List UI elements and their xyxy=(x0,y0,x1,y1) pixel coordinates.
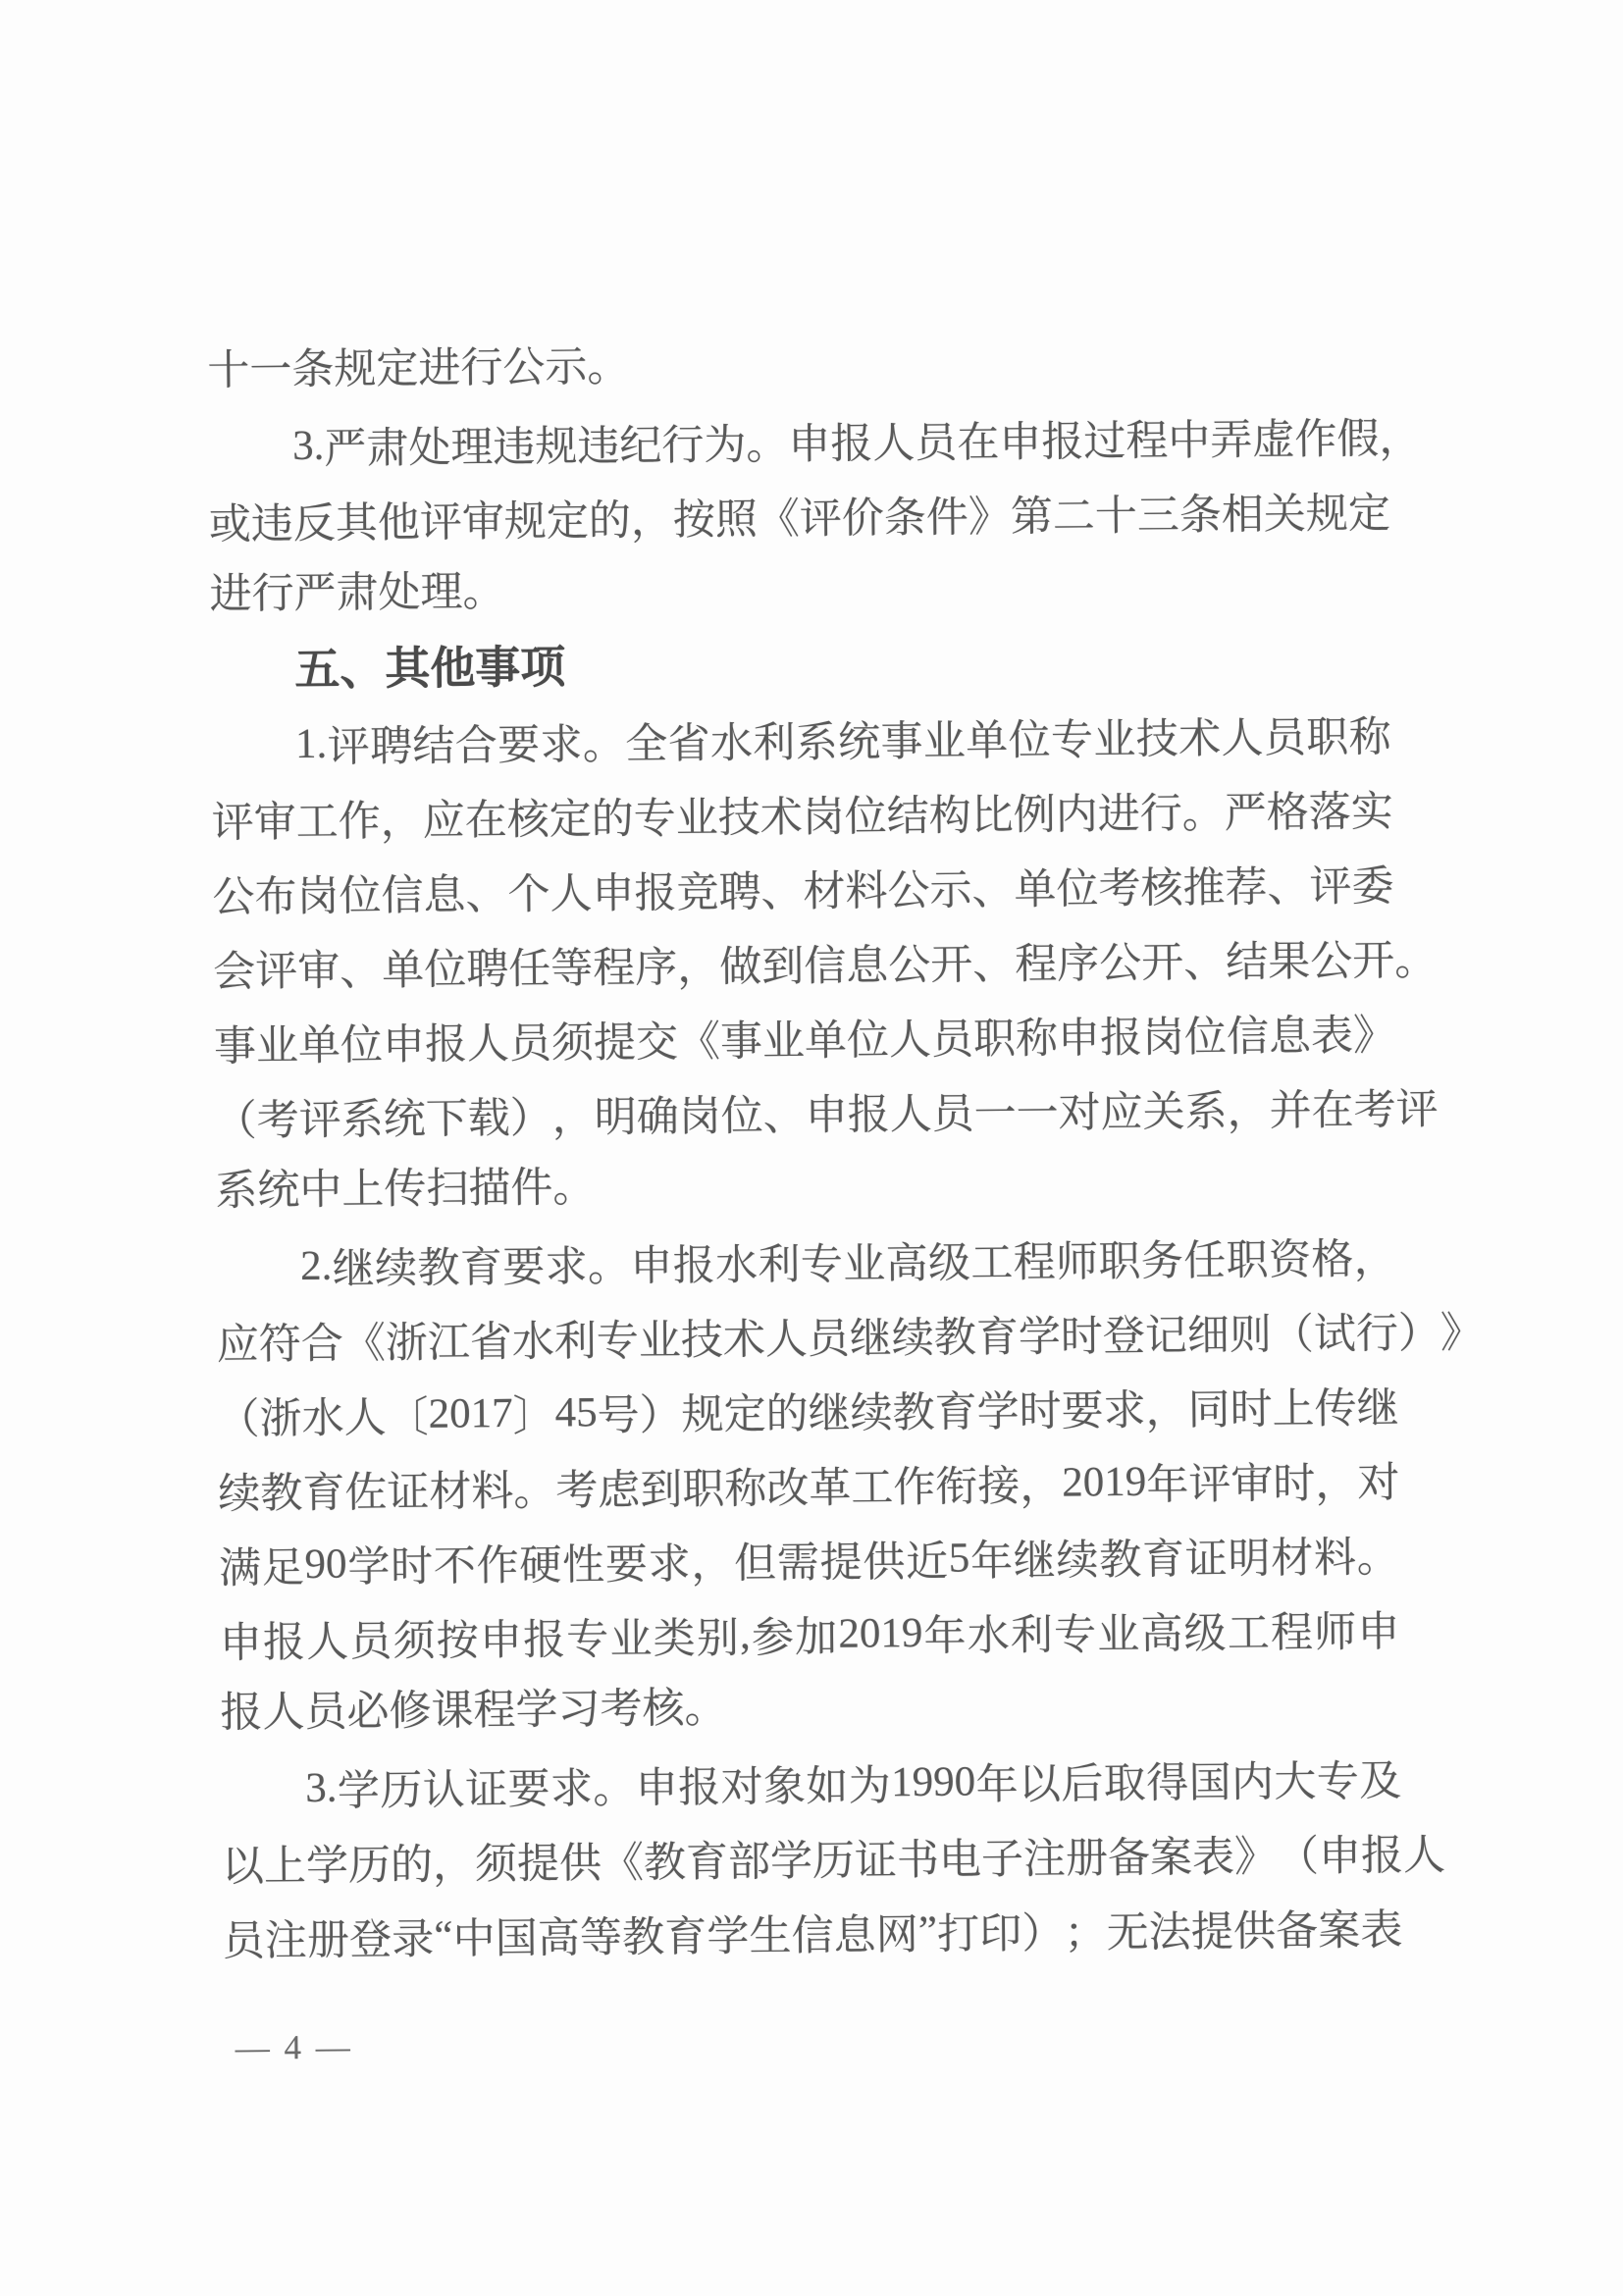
text-line: 3. 学 历 认 证 要 求 。 申 报 对 象 如 为 1990 年 以 后 取 得 国 内 大 专 及 xyxy=(305,1757,1402,1815)
text-line: 以 上 学 历 的 ， 须 提 供 《 教 育 部 学 历 证 书 电 子 注 册 备 案 表 》 （ 申 报 人 xyxy=(221,1832,1446,1891)
text-line: 续 教 育 佐 证 材 料 。 考 虑 到 职 称 改 革 工 作 衔 接 ， 2019 年 评 审 时 ， 对 xyxy=(218,1458,1400,1518)
text-line: 2. 继 续 教 育 要 求 。 申 报 水 利 专 业 高 级 工 程 师 职 务 任 职 资 格 ， xyxy=(299,1235,1396,1293)
text-line: 应 符 合 《 浙 江 省 水 利 专 业 技 术 人 员 继 续 教 育 学 时 登 记 细 则 （ 试 行 ） 》 xyxy=(216,1309,1484,1369)
section-heading: 五、其他事项 xyxy=(294,641,566,696)
text-line: 1. 评 聘 结 合 要 求 。 全 省 水 利 系 统 事 业 单 位 专 业 技 术 人 员 职 称 xyxy=(294,713,1391,771)
text-line: 十一条规定进行公示。 xyxy=(207,343,630,394)
text-line: 申 报 人 员 须 按 申 报 专 业 类 别 , 参 加 2019 年 水 利 专 业 高 级 工 程 师 申 xyxy=(219,1608,1400,1667)
text-line: 评 审 工 作 ， 应 在 核 定 的 专 业 技 术 岗 位 结 构 比 例 内 进 行 。 严 格 落 实 xyxy=(211,788,1393,847)
text-line: 公 布 岗 位 信 息 、 个 人 申 报 竞 聘 、 材 料 公 示 、 单 位 考 核 推 荐 、 评 委 xyxy=(212,862,1394,921)
text-line: 系统中上传扫描件。 xyxy=(215,1165,596,1215)
text-line: 会 评 审 、 单 位 聘 任 等 程 序 ， 做 到 信 息 公 开 、 程 序 公 开 、 结 果 公 开 。 xyxy=(213,937,1438,996)
text-line: 进行严肃处理。 xyxy=(209,568,505,618)
text-line: 报人员必修课程学习考核。 xyxy=(220,1685,727,1737)
text-line: （ 浙 水 人 〔 2017 〕 45 号 ） 规 定 的 继 续 教 育 学 时 要 求 ， 同 时 上 传 继 xyxy=(217,1384,1399,1443)
text-line: 满 足 90 学 时 不 作 硬 性 要 求 ， 但 需 提 供 近 5 年 继 续 教 育 证 明 材 料 。 xyxy=(218,1534,1400,1592)
text-line: （ 考 评 系 统 下 载 ） ， 明 确 岗 位 、 申 报 人 员 一 一 对 应 关 系 ， 并 在 考 评 xyxy=(214,1086,1439,1145)
text-line: 员 注 册 登 录 “ 中 国 高 等 教 育 学 生 信 息 网 ” 打 印 ） ； 无 法 提 供 备 案 表 xyxy=(222,1906,1403,1965)
page-number: — 4 — xyxy=(235,2027,353,2067)
document-body xyxy=(207,323,1484,1974)
text-line: 3. 严 肃 处 理 违 规 违 纪 行 为 。 申 报 人 员 在 申 报 过 程 中 弄 虚 作 假 ， xyxy=(291,415,1422,473)
text-line: 或 违 反 其 他 评 审 规 定 的 ， 按 照 《 评 价 条 件 》 第 二 十 三 条 相 关 规 定 xyxy=(208,490,1391,548)
text-line: 事 业 单 位 申 报 人 员 须 提 交 《 事 业 单 位 人 员 职 称 申 报 岗 位 信 息 表 》 xyxy=(213,1012,1396,1070)
